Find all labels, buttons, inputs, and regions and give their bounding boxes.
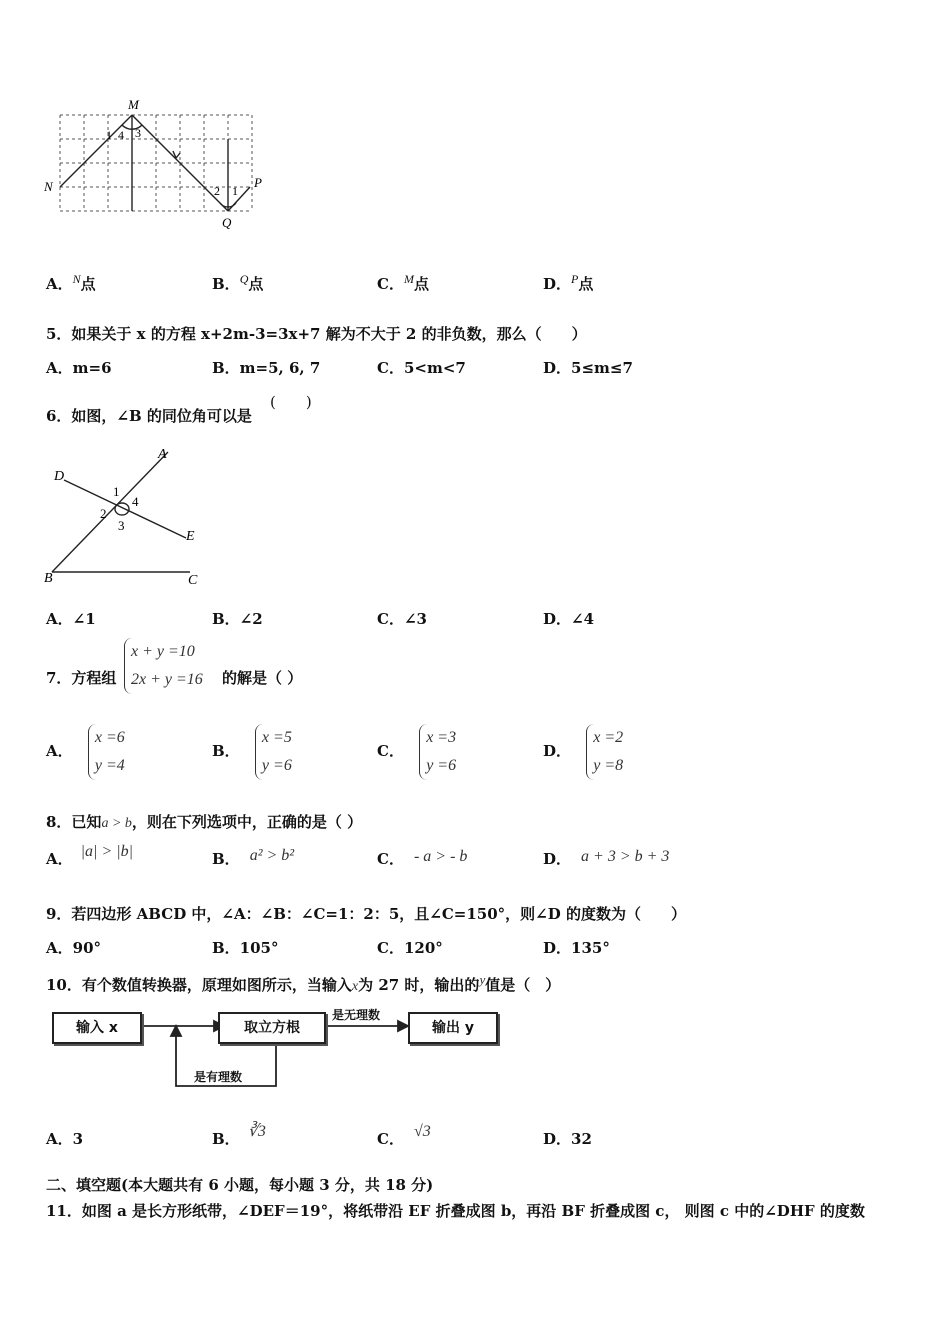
q5-option-d[interactable]: D．5≤m≤7 [543, 359, 633, 377]
q6-option-a[interactable]: A．∠1 [46, 610, 96, 628]
q6-label-b: B [44, 571, 53, 586]
q7-option-d[interactable]: D． x =2 y =8 [543, 724, 623, 780]
q4-label-p: P [254, 175, 262, 190]
q8-option-c[interactable]: C． - a > - b [377, 848, 468, 868]
q11-stem: 11．如图 a 是长方形纸带，∠DEF＝19°，将纸带沿 EF 折叠成图 b，再沿 BF 折叠成图 c， 则图 c 中的∠DHF 的度数 [46, 1202, 865, 1220]
q4-label-m: M [128, 97, 139, 112]
q4-angle-2: 2 [214, 184, 220, 198]
q4-option-d[interactable]: D．$^P$点 [543, 272, 594, 293]
q8-option-b[interactable]: B． a² > b² [212, 847, 295, 868]
q6-option-d[interactable]: D．∠4 [543, 610, 595, 628]
q4-option-a[interactable]: A．$^N$点 [46, 272, 96, 293]
q8-option-d[interactable]: D． a + 3 > b + 3 [543, 848, 670, 868]
q5-option-b[interactable]: B．m=5, 6, 7 [212, 359, 321, 377]
q7-eq2: 2x + y =16 [131, 671, 203, 688]
q6-stem: 6．如图，∠B 的同位角可以是 [46, 407, 252, 425]
q4-grid-figure [40, 95, 280, 235]
q8-stem: 8．已知a > b，则在下列选项中，正确的是（ ） [46, 813, 363, 831]
q5-option-c[interactable]: C．5<m<7 [377, 359, 466, 377]
q4-angle-4: 4 [118, 128, 124, 142]
q7-equation-system [124, 638, 203, 694]
flow-input-box: 输入 x [52, 1012, 142, 1044]
q6-angle-4: 4 [132, 494, 139, 509]
q9-stem: 9．若四边形 ABCD 中，∠A：∠B：∠C=1：2：5，且∠C=150°，则∠D 的度数为（ ） [46, 905, 686, 923]
flow-irrational-label: 是无理数 [332, 1008, 381, 1022]
q6-angle-1: 1 [113, 484, 120, 499]
q9-option-d[interactable]: D．135° [543, 939, 610, 957]
q8-option-a[interactable]: A． |a| > |b| [46, 843, 134, 868]
q5-stem: 5．如果关于 x 的方程 x+2m-3=3x+7 解为不大于 2 的非负数，那么（ ） [46, 325, 587, 343]
q10-option-a[interactable]: A．3 [46, 1130, 84, 1148]
q6-paren: ( ) [270, 393, 312, 411]
q10-flowchart [48, 1008, 508, 1092]
q4-option-c[interactable]: C．$^M$点 [377, 272, 429, 293]
flow-rational-label: 是有理数 [194, 1070, 243, 1084]
q10-option-d[interactable]: D．32 [543, 1130, 592, 1148]
q7-stem-prefix: 7．方程组 [46, 669, 117, 687]
q4-label-n: N [44, 179, 53, 194]
flow-cube-root-box: 取立方根 [218, 1012, 326, 1044]
q7-option-a[interactable]: A． x =6 y =4 [46, 724, 125, 780]
q4-angle-3: 3 [135, 126, 141, 140]
q10-option-b[interactable]: B． ∛3 [212, 1123, 266, 1148]
q4-option-b[interactable]: B．$^Q$点 [212, 272, 264, 293]
q6-angle-2: 2 [100, 506, 107, 521]
q6-angle-3: 3 [118, 518, 125, 533]
q6-label-a: A [158, 447, 167, 462]
q9-option-b[interactable]: B．105° [212, 939, 279, 957]
section-2-heading: 二、填空题(本大题共有 6 小题，每小题 3 分，共 18 分) [46, 1176, 434, 1194]
q6-label-d: D [54, 469, 65, 484]
q4-angle-1: 1 [106, 128, 112, 142]
q5-option-a[interactable]: A．m=6 [46, 359, 112, 377]
q6-label-c: C [188, 573, 198, 588]
q4-label-q: Q [222, 215, 232, 230]
q7-eq1: x + y =10 [131, 643, 195, 660]
q6-option-c[interactable]: C．∠3 [377, 610, 427, 628]
q9-option-c[interactable]: C．120° [377, 939, 443, 957]
q9-option-a[interactable]: A．90° [46, 939, 102, 957]
q7-option-b[interactable]: B． x =5 y =6 [212, 724, 292, 780]
flow-output-box: 输出 y [408, 1012, 498, 1044]
q6-angle-figure [40, 440, 220, 590]
q6-label-e: E [186, 529, 195, 544]
q4-angle-1b: 1 [232, 184, 238, 198]
q6-option-b[interactable]: B．∠2 [212, 610, 263, 628]
q7-option-c[interactable]: C． x =3 y =6 [377, 724, 456, 780]
q8-condition: a > b [101, 816, 132, 831]
q10-stem: 10．有个数值转换器，原理如图所示，当输入x为 27 时，输出的$^y$值是（ ） [46, 972, 561, 994]
q7-stem-suffix: 的解是（ ） [222, 669, 303, 687]
q10-option-c[interactable]: C． √3 [377, 1123, 431, 1148]
